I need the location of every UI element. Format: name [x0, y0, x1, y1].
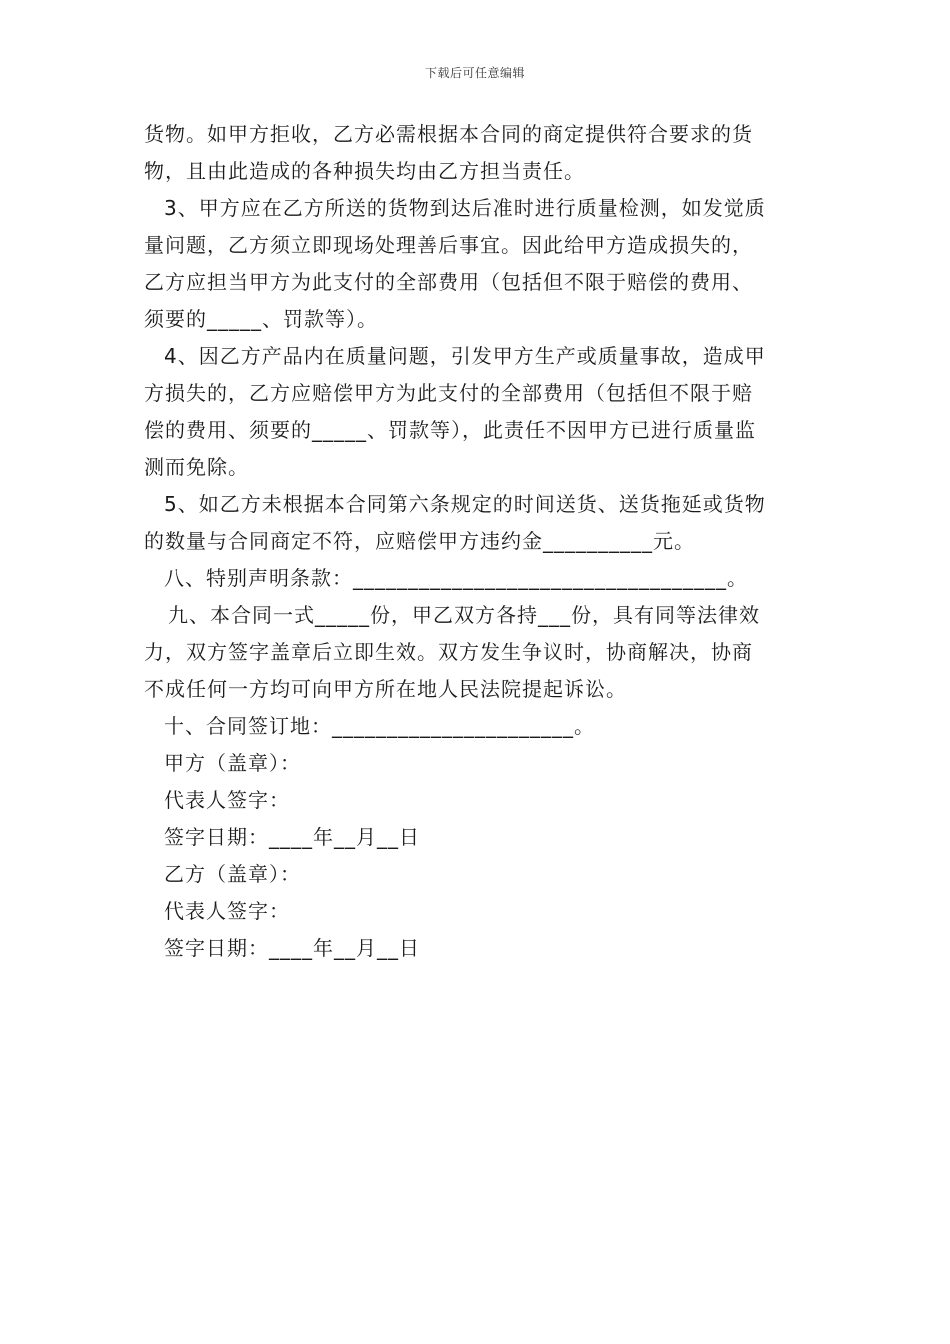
text-line: 须要的_____、罚款等）。 [144, 307, 378, 331]
text-line: 5、如乙方未根据本合同第六条规定的时间送货、送货拖延或货物 [164, 492, 766, 516]
party-a-seal: 甲方（盖章）： [164, 751, 301, 775]
text-line: 八、特别声明条款：__________________________________。 [164, 566, 748, 590]
text-line: 3、甲方应在乙方所送的货物到达后准时进行质量检测，如发觉质 [164, 196, 766, 220]
paragraph-goods-rejection [144, 116, 812, 190]
text-line: 的数量与合同商定不符，应赔偿甲方违约金__________元。 [144, 529, 695, 553]
text-line: 九、本合同一式_____份，甲乙双方各持___份，具有同等法律效 [168, 603, 760, 627]
page-header: 下载后可任意编辑 [424, 66, 525, 80]
text-line: 物，且由此造成的各种损失均由乙方担当责任。 [144, 159, 585, 183]
text-line: 方损失的，乙方应赔偿甲方为此支付的全部费用（包括但不限于赔 [144, 381, 753, 405]
party-b-seal: 乙方（盖章）： [164, 862, 301, 886]
party-a-representative-signature: 代表人签字： [164, 788, 290, 812]
text-line: 量问题，乙方须立即现场处理善后事宜。因此给甲方造成损失的， [144, 233, 753, 257]
clause-9-copies [144, 597, 812, 708]
clause-4 [144, 338, 812, 486]
contract-body [144, 116, 812, 967]
text-line: 测而免除。 [144, 455, 249, 479]
party-a-signing-date: 签字日期：____年__月__日 [164, 825, 420, 849]
text-line: 不成任何一方均可向甲方所在地人民法院提起诉讼。 [144, 677, 627, 701]
text-line: 十、合同签订地：______________________。 [164, 714, 595, 738]
party-b-signing-date: 签字日期：____年__月__日 [164, 936, 420, 960]
text-line: 4、因乙方产品内在质量问题，引发甲方生产或质量事故，造成甲 [164, 344, 766, 368]
text-line: 偿的费用、须要的_____、罚款等），此责任不因甲方已进行质量监 [144, 418, 756, 442]
text-line: 力，双方签字盖章后立即生效。双方发生争议时，协商解决，协商 [144, 640, 753, 664]
text-line: 货物。如甲方拒收，乙方必需根据本合同的商定提供符合要求的货 [144, 122, 753, 146]
clause-3 [144, 190, 812, 338]
clause-10-signing-place [144, 708, 812, 745]
party-b-representative-signature: 代表人签字： [164, 899, 290, 923]
clause-5 [144, 486, 812, 560]
clause-8-special-statement [144, 560, 812, 597]
text-line: 乙方应担当甲方为此支付的全部费用（包括但不限于赔偿的费用、 [144, 270, 753, 294]
